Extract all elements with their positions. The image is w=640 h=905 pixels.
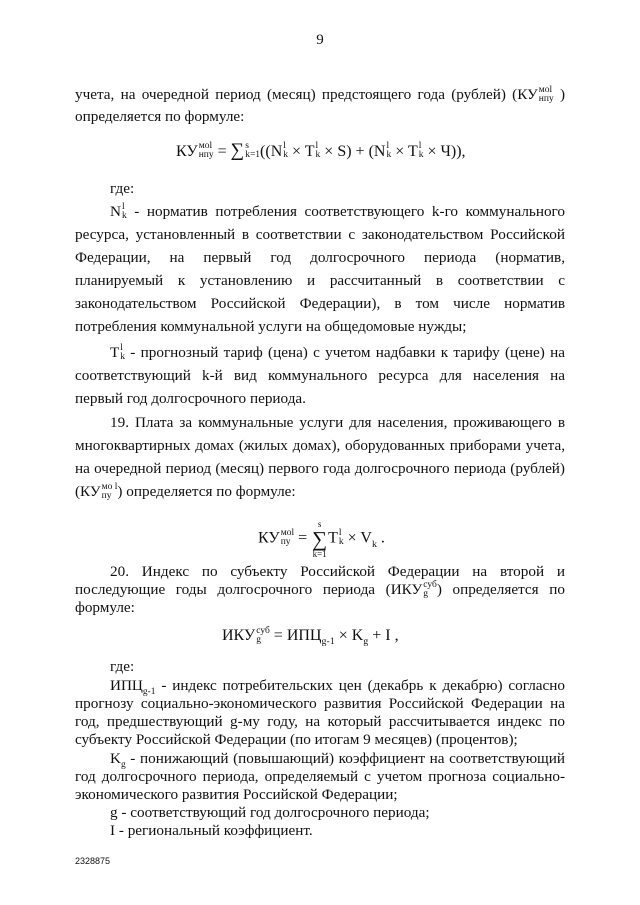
text-line: определяется по формуле: bbox=[75, 108, 245, 125]
text-line: потребления коммунальной услуги на общедомовые нужды; bbox=[75, 318, 467, 335]
text-line: планируемый к установлению и рассчитанный в соответствии с bbox=[75, 272, 565, 289]
text-line: многоквартирных домах (жилых домах), оборудованных приборами учета, bbox=[75, 437, 565, 454]
definition-g: g - соответствующий год долгосрочного периода; bbox=[110, 804, 430, 821]
text-line: соответствующий k-й вид коммунального ресурса для населения на bbox=[75, 367, 565, 384]
text-line: первый год долгосрочного периода. bbox=[75, 390, 306, 407]
text-line: (КУ мо l пу ) определяется по формуле: bbox=[75, 481, 296, 501]
text-line: законодательством Российской Федерации), в том числе норматив bbox=[75, 295, 565, 312]
text-line: последующие годы долгосрочного периода (ИКУ суб g ) определяется по bbox=[75, 579, 565, 599]
where-label: где: bbox=[110, 657, 135, 675]
text-line: учета, на очередной период (месяц) предстоящего года (рублей) (КУ моl нпу ) bbox=[75, 84, 566, 104]
text-line: формуле: bbox=[75, 598, 135, 616]
paragraph-20: 20. Индекс по субъекту Российской Федерации на второй и bbox=[110, 563, 565, 580]
text-line: ресурса, установленный в соответствии с законодательством Российской bbox=[75, 226, 565, 243]
text-line: на очередной период (месяц) первого года долгосрочного периода (рублей) bbox=[75, 460, 565, 477]
definition-ipc: $ИПЦ_{g-1}$ - индекс потребительских цен (декабрь к декабрю) согласно bbox=[110, 677, 565, 698]
text-line: год долгосрочного периода, определяемый с учетом прогноза социально- bbox=[75, 768, 565, 785]
paragraph-19: 19. Плата за коммунальные услуги для населения, проживающего в bbox=[110, 414, 565, 431]
page-number: 9 bbox=[316, 32, 324, 48]
text-line: экономического развития Российской Федерации; bbox=[75, 786, 398, 803]
text-line: прогнозу социально-экономического развития Российской Федерации на bbox=[75, 695, 565, 713]
definition-k: $K_g$ - понижающий (повышающий) коэффициент на соответствующий bbox=[110, 750, 565, 771]
definition-t: T l k - прогнозный тариф (цена) с учетом надбавки к тарифу (цене) на bbox=[110, 342, 565, 362]
formula-iku: ИКУ суб g = $ИПЦ_{g-1} \times K_g + I$ , bbox=[222, 625, 399, 648]
text-line: Федерации, на первый год долгосрочного периода (норматив, bbox=[75, 249, 565, 266]
formula-ku-npu: КУ моl нпу = ∑ s k=1 ((N l k × T l k × S) + (N l k × T l k × Ч)), bbox=[176, 140, 466, 161]
text-line: год, предшествующий g-му году, на который рассчитывается индекс по bbox=[75, 713, 565, 731]
definition-n: N l k - норматив потребления соответствующего k-го коммунального bbox=[110, 201, 565, 221]
definition-i: I - региональный коэффициент. bbox=[110, 822, 313, 839]
formula-ku-pu: КУ моl пу = s ∑ k=1 T l k × $V_k$ . bbox=[258, 519, 385, 559]
where-label: где: bbox=[110, 180, 135, 197]
text-line: субъекту Российской Федерации (по итогам 9 месяцев) (процентов); bbox=[75, 731, 518, 749]
document-id: 2328875 bbox=[75, 856, 111, 866]
